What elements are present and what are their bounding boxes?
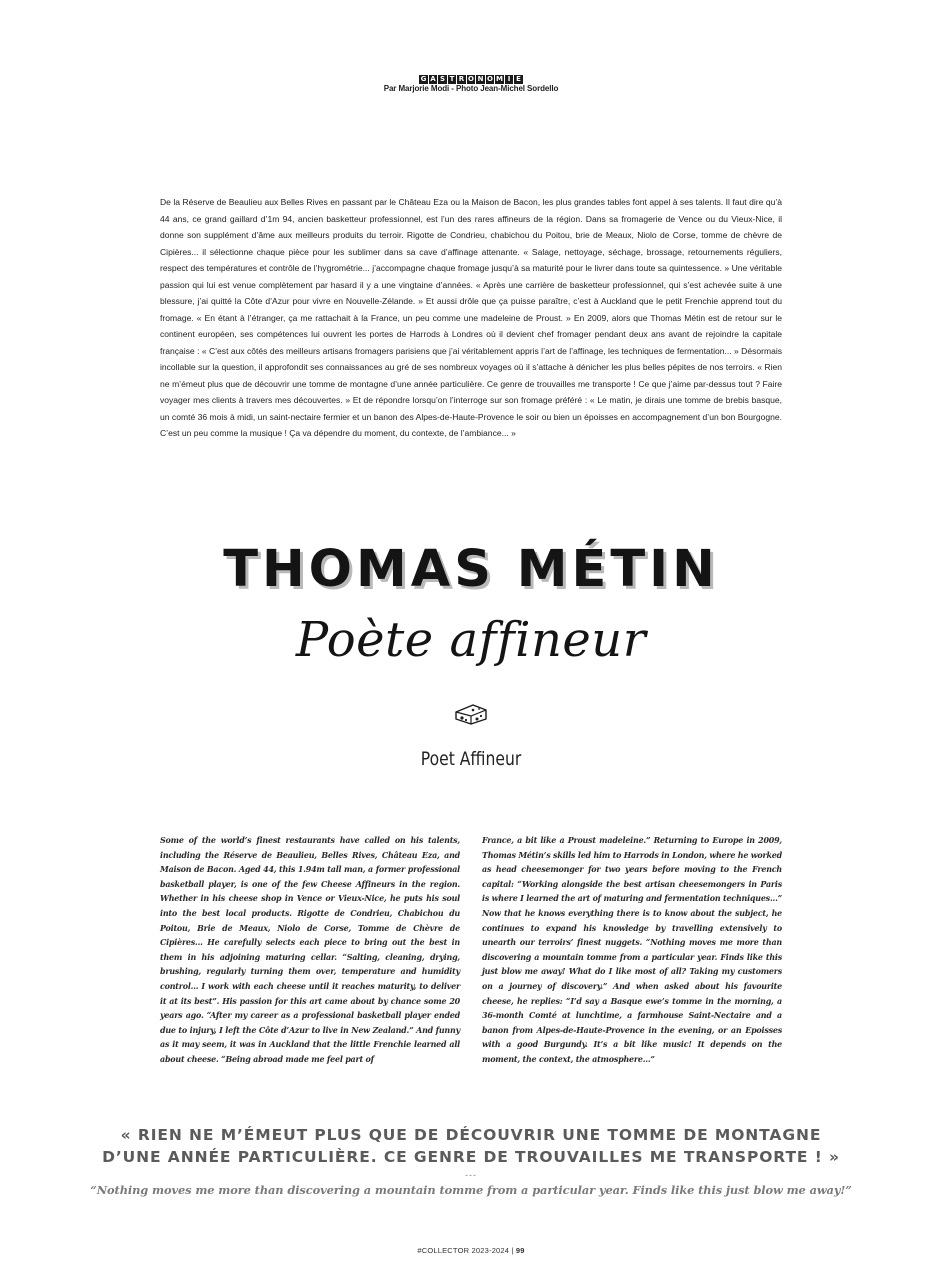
folio-label: #COLLECTOR 2023-2024 | [417, 1246, 516, 1255]
rubric-letter-boxes [419, 75, 523, 84]
rubric-letter: I [505, 75, 514, 84]
article-body-french: De la Réserve de Beaulieu aux Belles Rives en passant par le Château Eza ou la Maison de Bacon, les plus grandes tables font appel à ses talents. Il faut dire qu’à 44 ans, ce grand gaillard d’1m 94, ancien basketteur professionnel, est l’un des rares affineurs de la région. Dans sa fromagerie de Vence ou du Vieux-Nice, il donne son supplément d’âme aux meilleurs produits du terroir. Rigotte de Condrieu, chabichou du Poitou, brie de Meaux, Niolo de Corse, tomme de chèvre de Cipières... il sélectionne chaque pièce pour les sublimer dans sa cave d’affinage attenante. « Salage, nettoyage, séchage, brossage, retournements réguliers, respect des températures et contrôle de l’hygrométrie... j’accompagne chaque fromage jusqu’à sa maturité pour le livrer dans toute sa quintessence. » Une véritable passion qui lui est venue complètement par hasard il y a une vingtaine d’années. « Après une carrière de basketteur professionnel, qui s’est achevée suite à une blessure, j’ai quitté la Côte d’Azur pour vivre en Nouvelle-Zélande. » Et aussi drôle que ça puisse paraître, c’est à Auckland que le petit Frenchie apprend tout du fromage. « En étant à l’étranger, ça me rattachait à la France, un peu comme une madeleine de Proust. » En 2009, alors que Thomas Métin est de retour sur le continent européen, ses compétences lui ouvrent les portes de Harrods à Londres où il devient chef fromager pendant deux ans avant de rejoindre la capitale française : « C’est aux côtés des meilleurs artisans fromagers parisiens que j’ai véritablement appris l’art de l’affinage, les techniques de fermentation... » Désormais incollable sur la question, il approfondit ses connaissances au gré de ses nombreux voyages où il s’attache à dénicher les plus belles pépites de nos terroirs. « Rien ne m’émeut plus que de découvrir une tomme de montagne d’une année particulière. Ce genre de trouvailles me transporte ! Ce que j’aime par-dessus tout ? Faire voyager mes clients à travers mes découvertes. » Et de répondre lorsqu’on l’interroge sur son fromage préféré : « Le matin, je dirais une tomme de brebis basque, un comté 36 mois à midi, un saint-nectaire fermier et un banon des Alpes-de-Haute-Provence le soir ou bien un époisses en accompagnement d’un bon Bourgogne. C’est un peu comme la musique ! Ça va dépendre du moment, du contexte, de l’ambiance... » [160, 197, 782, 438]
pull-quote-french [0, 1124, 942, 1168]
rubric-letter: O [468, 75, 474, 83]
rubric-letter: G [420, 75, 427, 83]
article-subtitle: Poète affineur [295, 612, 647, 668]
rubric-letter: S [439, 75, 446, 83]
article-body-english-right: France, a bit like a Proust madeleine.” Returning to Europe in 2009, Thomas Métin’s skills led him to Harrods in London, where he worked as head cheesemonger for two years before moving to the French capital: “Working alongside the best artisan cheesemongers in Paris is where I learned the art of maturing and fermentation techniques...” Now that he knows everything there is to know about the subject, he continues to expand his knowledge by travelling extensively to unearth our terroirs’ finest nuggets. “Nothing moves me more than discovering a mountain tomme from a particular year. Finds like this just blow me away! What do I like most of all? Taking my customers on a journey of discovery.” And when asked about his favourite cheese, he replies: “I’d say a Basque ewe’s tomme in the morning, a 36-month Comté at lunchtime, a farmhouse Saint-Nectaire and a banon from Alpes-de-Haute-Provence in the evening, or an Epoisses with a good Burgundy. It’s a bit like music! It depends on the moment, the context, the atmosphere...” [482, 836, 782, 1064]
rubric-letter: N [477, 75, 484, 83]
pull-quote-line-1: « RIEN NE M’ÉMEUT PLUS QUE DE DÉCOUVRIR UNE TOMME DE MONTAGNE [120, 1126, 822, 1144]
page-folio [0, 1246, 942, 1255]
article-body-english-left: Some of the world’s finest restaurants have called on his talents, including the Réserve de Beaulieu, Belles Rives, Château Eza, and Maison de Bacon. Aged 44, this 1.94m tall man, a former professional basketball player, is one of the few Cheese Affineurs in the region. Whether in his cheese shop in Vence or Vieux-Nice, he puts his soul into the best local products. Rigotte de Condrieu, Chabichou du Poitou, Brie de Meaux, Niolo de Corse, Tomme de Chèvre de Cipières... He carefully selects each piece to bring out the best in them in his adjoining maturing cellar. “Salting, cleaning, drying, brushing, regularly turning them over, temperature and humidity control... I work with each cheese until it reaches maturity, to deliver it at its best”. His passion for this art came about by chance some 20 years ago. “After my career as a professional basketball player ended due to injury, I left the Côte d’Azur to live in New Zealand.” And funny as it may seem, it was in Auckland that the little Frenchie learned all about cheese. “Being abroad made me feel part of [160, 836, 460, 1064]
rubric-letter: T [449, 75, 455, 83]
rubric-letter: E [516, 75, 521, 83]
byline: Par Marjorie Modi - Photo Jean-Michel Sordello [383, 84, 559, 93]
rubric-letter: O [487, 75, 493, 83]
cheese-icon [453, 702, 489, 726]
rubric-letter: M [496, 75, 503, 83]
pull-quote-separator: --- [465, 1170, 477, 1180]
article-title: THOMAS MÉTIN [223, 540, 719, 599]
pull-quote-line-2: D’UNE ANNÉE PARTICULIÈRE. CE GENRE DE TROUVAILLES ME TRANSPORTE ! » [102, 1148, 840, 1166]
page-number: 99 [515, 1246, 525, 1255]
english-subtitle: Poet Affineur [420, 748, 522, 770]
pull-quote-english: “Nothing moves me more than discovering a mountain tomme from a particular year. Finds like this just blow me away!” [90, 1183, 852, 1197]
rubric-letter: A [430, 75, 436, 83]
rubric-letter: R [458, 75, 465, 83]
